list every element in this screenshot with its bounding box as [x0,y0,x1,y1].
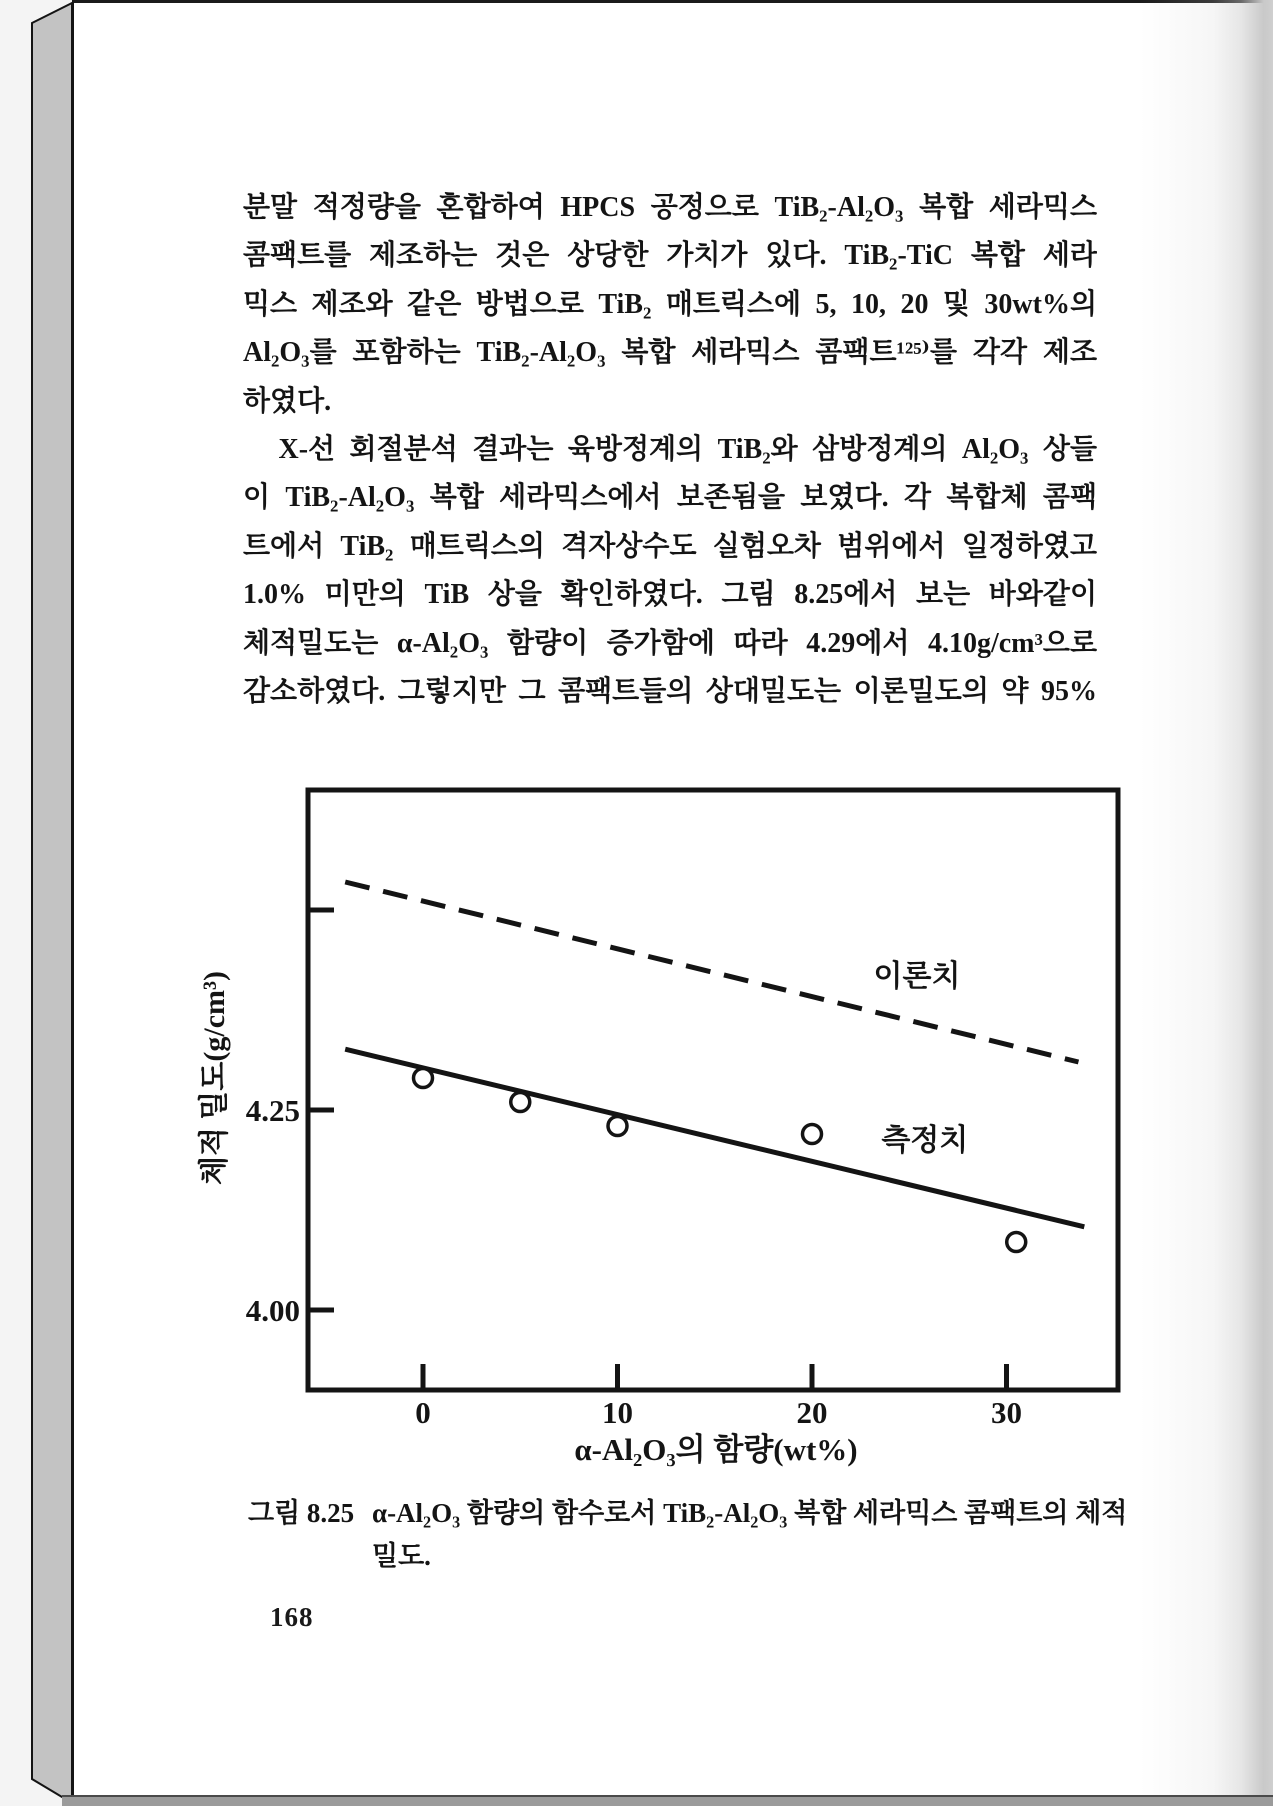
bottom-scan-shadow [62,1795,1273,1806]
text-line: 분말 적정량을 혼합하여 HPCS 공정으로 TiB₂-Al₂O₃ 복합 세라믹스 [243,192,1097,223]
x-tick-label: 20 [796,1395,828,1430]
text-line: 이 TiB₂-Al₂O₃ 복합 세라믹스에서 보존됨을 보였다. 각 복합체 콤팩 [243,482,1097,514]
plot-frame [308,790,1118,1390]
text-line: 하였다. [243,385,332,417]
text-line: 트에서 TiB₂ 매트릭스의 격자상수도 실험오차 범위에서 일정하였고 [243,530,1097,562]
text-line: X-선 회절분석 결과는 육방정계의 TiB₂와 삼방정계의 Al₂O₃ 상들 [243,433,1097,465]
y-axis-title: 체적 밀도(g/cm³) [198,970,231,1186]
measured-data-point [414,1069,433,1088]
text-line: 1.0% 미만의 TiB 상을 확인하였다. 그림 8.25에서 보는 바와같이 [243,579,1097,611]
measured-data-point [608,1117,627,1136]
x-tick-label: 0 [415,1395,431,1430]
text-line: 감소하였다. 그렇지만 그 콤팩트들의 상대밀도는 이론밀도의 약 95% [243,675,1097,707]
measured-data-point [1007,1233,1026,1252]
figure-chart [100,730,1240,1490]
series-label: 측정치 [881,1124,969,1157]
x-tick-label: 30 [991,1395,1022,1430]
figure-caption [248,1492,1128,1578]
figure-caption-line1: α-Al₂O₃ 함량의 함수로서 TiB₂-Al₂O₃ 복합 세라믹스 콤팩트의 체적 [372,1498,1128,1528]
text-line: 체적밀도는 α-Al₂O₃ 함량이 증가함에 따라 4.29에서 4.10g/cm³으로 [243,627,1097,659]
spine-band [32,3,72,1803]
text-line: 믹스 제조와 같은 방법으로 TiB₂ 매트릭스에 5, 10, 20 및 30wt%의 [243,288,1097,320]
text-line: Al₂O₃를 포함하는 TiB₂-Al₂O₃ 복합 세라믹스 콤팩트¹²⁵⁾를 각각 제조 [243,337,1097,369]
x-tick-label: 10 [602,1395,633,1430]
measured-data-point [803,1125,822,1144]
y-tick-label: 4.25 [245,1093,300,1128]
body-text [243,184,1097,716]
theoretical-line [345,882,1078,1062]
measured-fit-line [345,1049,1084,1227]
measured-data-point [511,1093,530,1112]
page-number: 168 [270,1602,314,1632]
text-line: 콤팩트를 제조하는 것은 상당한 가치가 있다. TiB₂-TiC 복합 세라 [243,240,1097,272]
figure-caption-label: 그림 8.25 [248,1498,355,1528]
figure-caption-text [372,1492,1127,1578]
series-label: 이론치 [873,960,961,993]
x-axis-title: α-Al₂O₃의 함량(wt%) [574,1432,858,1467]
figure-caption-line2: 밀도. [372,1541,431,1571]
y-tick-label: 4.00 [245,1293,300,1328]
